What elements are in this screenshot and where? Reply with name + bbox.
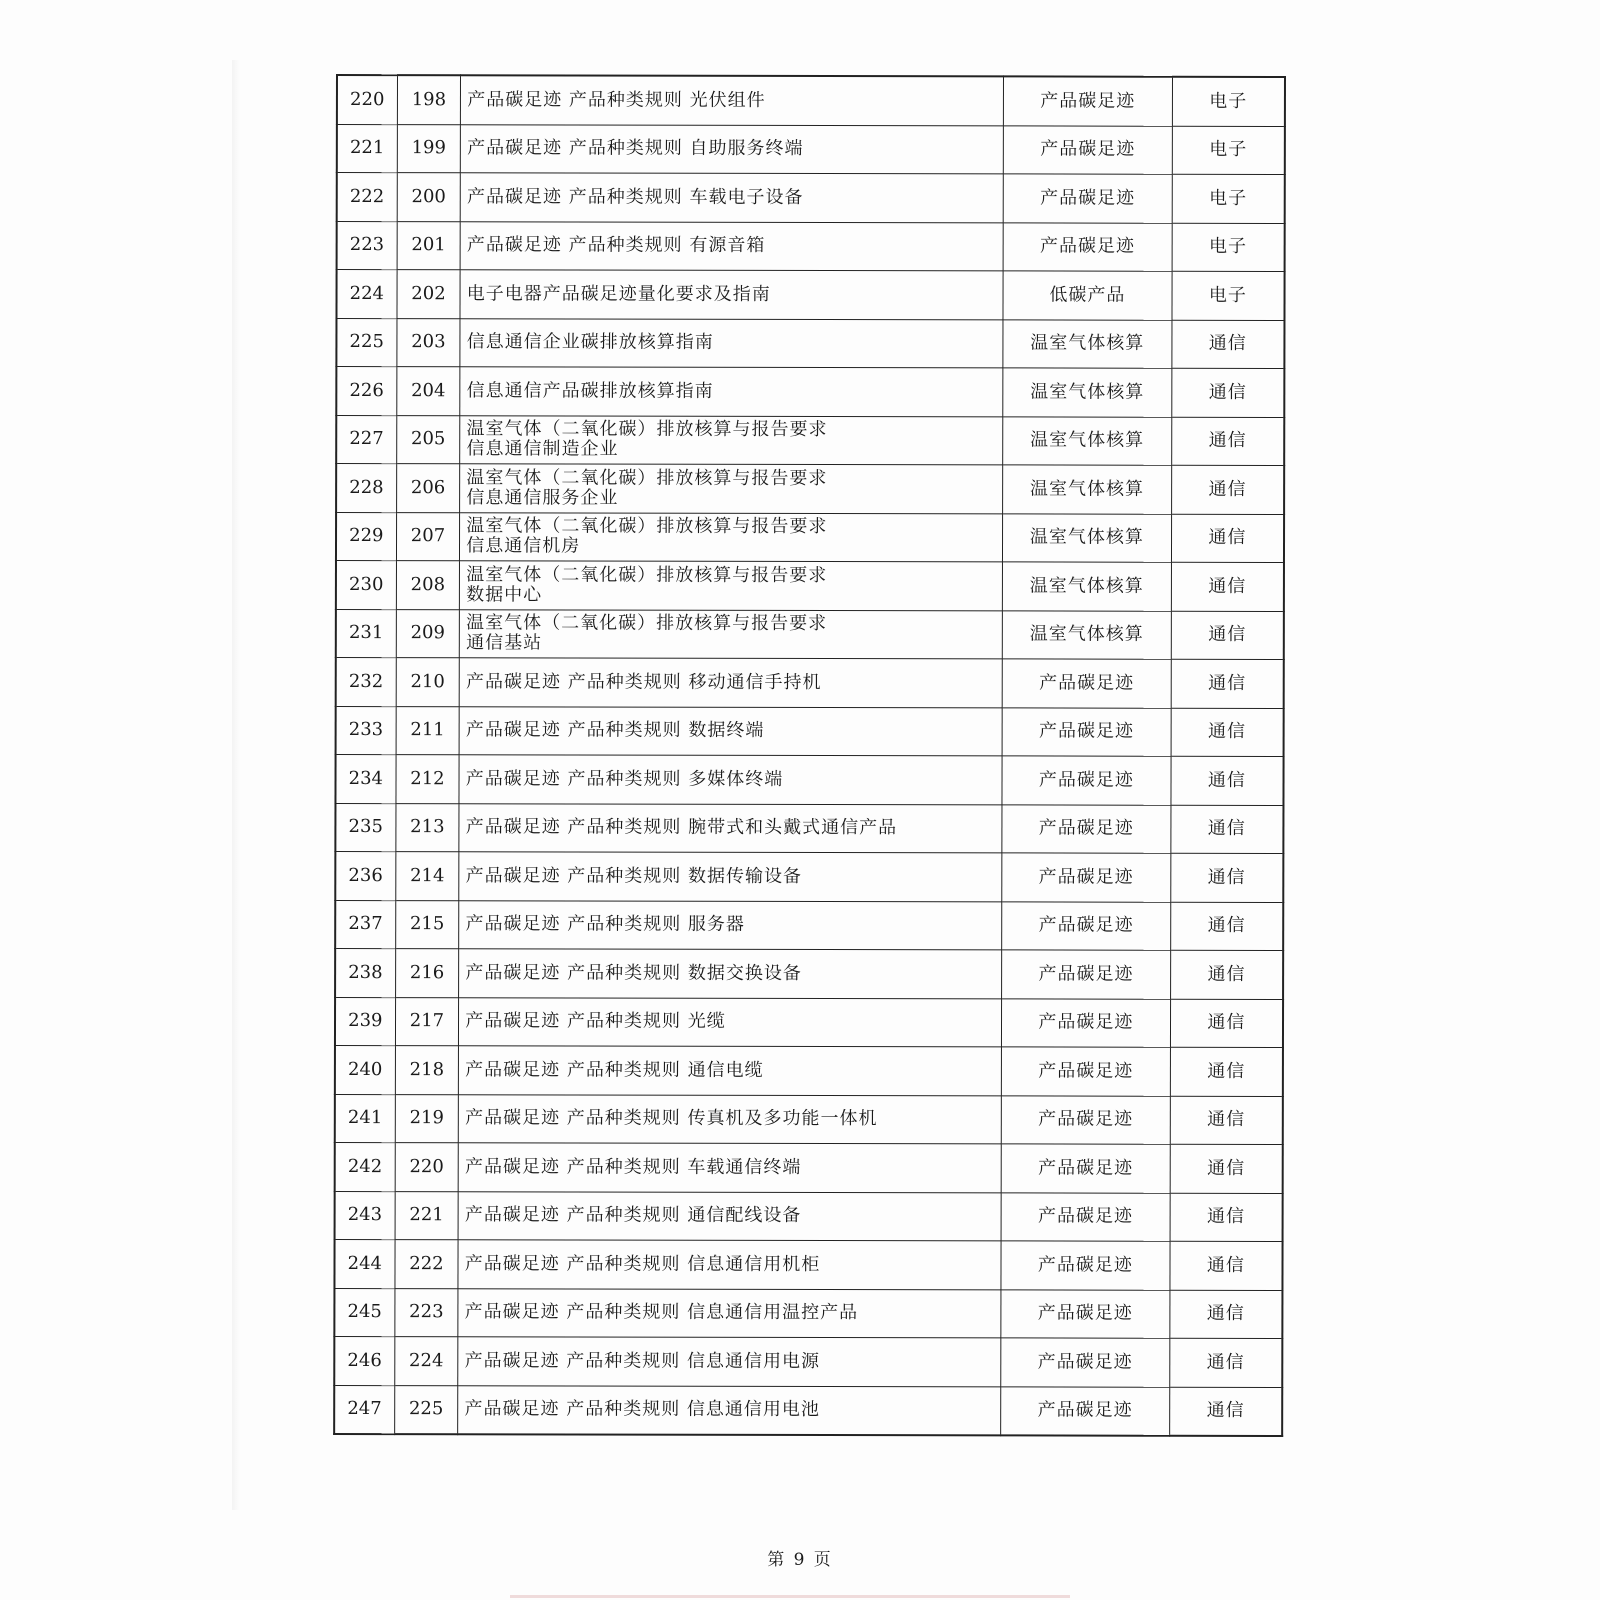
standard-title-cell xyxy=(458,1191,1001,1241)
row-serial-number: 235 xyxy=(335,803,395,852)
table-row xyxy=(335,1046,1283,1096)
row-item-number: 205 xyxy=(396,415,460,464)
industry-field: 通信 xyxy=(1171,417,1284,466)
row-item-number: 216 xyxy=(395,949,459,998)
row-serial-number: 239 xyxy=(335,997,395,1046)
row-serial-number: 230 xyxy=(336,561,396,610)
table-row xyxy=(336,561,1284,611)
standard-category: 产品碳足迹 xyxy=(1001,1047,1170,1096)
industry-field: 通信 xyxy=(1172,320,1285,369)
row-serial-number: 229 xyxy=(336,512,396,561)
industry-field: 通信 xyxy=(1170,999,1283,1048)
table-row xyxy=(335,1142,1283,1192)
industry-field: 电子 xyxy=(1172,126,1285,175)
table-row xyxy=(335,949,1283,999)
industry-field: 通信 xyxy=(1170,1096,1283,1145)
table-row xyxy=(335,997,1283,1047)
standard-title-cell xyxy=(459,803,1002,853)
row-item-number: 209 xyxy=(396,609,460,658)
row-serial-number: 221 xyxy=(337,124,397,173)
row-item-number: 210 xyxy=(396,658,460,707)
standard-title-line-1: 产品碳足迹 产品种类规则 通信配线设备 xyxy=(464,1204,802,1227)
table-row xyxy=(336,512,1284,562)
industry-field: 通信 xyxy=(1169,1387,1282,1436)
row-item-number: 207 xyxy=(396,512,460,561)
row-item-number: 214 xyxy=(395,852,459,901)
standard-category: 温室气体核算 xyxy=(1002,610,1171,659)
row-serial-number: 244 xyxy=(334,1239,394,1288)
standard-title-cell xyxy=(459,755,1002,805)
standard-category: 温室气体核算 xyxy=(1003,319,1172,368)
industry-field: 通信 xyxy=(1171,853,1284,902)
standard-title-line-1: 产品碳足迹 产品种类规则 数据交换设备 xyxy=(465,962,802,984)
row-item-number: 221 xyxy=(395,1191,459,1240)
standard-title-line-1: 产品碳足迹 产品种类规则 信息通信用温控产品 xyxy=(464,1301,859,1324)
industry-field: 通信 xyxy=(1170,950,1283,999)
standard-category: 产品碳足迹 xyxy=(1001,1386,1170,1435)
standard-title-cell xyxy=(460,415,1003,465)
standard-category: 产品碳足迹 xyxy=(1003,174,1172,223)
standard-title-cell xyxy=(460,512,1003,562)
standard-title-line-1: 温室气体（二氧化碳）排放核算与报告要求 xyxy=(466,612,828,635)
industry-field: 通信 xyxy=(1171,465,1284,514)
standard-title-line-1: 产品碳足迹 产品种类规则 通信电缆 xyxy=(465,1059,764,1081)
standard-category: 温室气体核算 xyxy=(1003,368,1172,417)
standard-category: 低碳产品 xyxy=(1003,271,1172,320)
standard-title-cell xyxy=(459,949,1002,999)
standard-title-line-1: 产品碳足迹 产品种类规则 有源音箱 xyxy=(466,234,766,257)
table-row xyxy=(336,609,1284,659)
industry-field: 电子 xyxy=(1172,271,1285,320)
row-serial-number: 241 xyxy=(335,1094,395,1143)
standard-title-line-1: 产品碳足迹 产品种类规则 移动通信手持机 xyxy=(465,671,822,693)
row-item-number: 222 xyxy=(395,1240,459,1289)
row-item-number: 199 xyxy=(397,124,461,173)
row-item-number: 202 xyxy=(397,270,461,319)
row-serial-number: 243 xyxy=(335,1191,395,1240)
row-item-number: 223 xyxy=(394,1288,458,1337)
row-serial-number: 224 xyxy=(336,270,396,319)
row-item-number: 224 xyxy=(394,1337,458,1386)
row-item-number: 201 xyxy=(397,221,461,270)
row-serial-number: 226 xyxy=(336,367,396,416)
industry-field: 通信 xyxy=(1171,805,1284,854)
table-container xyxy=(333,74,1286,1437)
industry-field: 电子 xyxy=(1172,223,1285,272)
standard-title-line-2: 信息通信机房 xyxy=(466,535,581,557)
standard-category: 产品碳足迹 xyxy=(1001,1289,1170,1338)
standard-title-cell xyxy=(458,1385,1001,1435)
row-item-number: 225 xyxy=(394,1385,458,1434)
row-serial-number: 227 xyxy=(336,415,396,464)
standard-title-line-1: 产品碳足迹 产品种类规则 信息通信用机柜 xyxy=(464,1253,821,1275)
standard-title-cell xyxy=(459,1046,1002,1096)
standard-category: 产品碳足迹 xyxy=(1002,901,1171,950)
table-row xyxy=(336,706,1284,756)
standard-category: 产品碳足迹 xyxy=(1002,950,1171,999)
table-row xyxy=(337,173,1285,223)
standard-title-cell xyxy=(459,997,1002,1047)
table-row xyxy=(336,415,1284,465)
row-serial-number: 222 xyxy=(337,173,397,222)
standard-title-line-1: 产品碳足迹 产品种类规则 数据终端 xyxy=(465,719,765,742)
row-serial-number: 238 xyxy=(335,949,395,998)
standard-category: 产品碳足迹 xyxy=(1001,1144,1170,1193)
standard-title-line-2: 通信基站 xyxy=(466,632,543,654)
standard-category: 温室气体核算 xyxy=(1003,465,1172,514)
standard-title-line-1: 产品碳足迹 产品种类规则 光缆 xyxy=(465,1010,726,1033)
standard-title-line-1: 产品碳足迹 产品种类规则 自助服务终端 xyxy=(467,137,804,160)
standard-category: 产品碳足迹 xyxy=(1003,222,1172,271)
industry-field: 通信 xyxy=(1170,1338,1283,1387)
standard-title-cell xyxy=(460,173,1003,223)
standard-title-cell xyxy=(459,1094,1002,1144)
standard-title-line-1: 信息通信产品碳排放核算指南 xyxy=(466,380,714,402)
standard-category: 产品碳足迹 xyxy=(1003,125,1172,174)
row-item-number: 203 xyxy=(397,318,461,367)
row-serial-number: 233 xyxy=(336,706,396,755)
row-item-number: 217 xyxy=(395,997,459,1046)
row-item-number: 212 xyxy=(396,755,460,804)
row-serial-number: 232 xyxy=(336,658,396,707)
row-item-number: 208 xyxy=(396,561,460,610)
table-row xyxy=(336,367,1284,417)
standard-title-cell xyxy=(460,464,1003,514)
table-row xyxy=(336,318,1284,368)
standard-category: 温室气体核算 xyxy=(1002,513,1171,562)
standard-title-line-1: 电子电器产品碳足迹量化要求及指南 xyxy=(466,283,771,305)
standard-category: 产品碳足迹 xyxy=(1002,804,1171,853)
standard-category: 温室气体核算 xyxy=(1003,416,1172,465)
standard-title-line-1: 产品碳足迹 产品种类规则 传真机及多功能一体机 xyxy=(465,1107,878,1130)
table-row xyxy=(335,900,1283,950)
standard-title-line-1: 温室气体（二氧化碳）排放核算与报告要求 xyxy=(466,515,828,538)
standard-title-cell xyxy=(458,1143,1001,1193)
table-row xyxy=(335,1191,1283,1241)
standard-title-line-1: 产品碳足迹 产品种类规则 车载电子设备 xyxy=(467,186,804,208)
table-row xyxy=(336,270,1284,320)
industry-field: 通信 xyxy=(1170,1144,1283,1193)
industry-field: 通信 xyxy=(1170,1193,1283,1242)
industry-field: 通信 xyxy=(1170,1241,1283,1290)
scan-mark xyxy=(510,1595,1070,1598)
row-item-number: 204 xyxy=(396,367,460,416)
standard-title-cell xyxy=(460,270,1003,320)
row-item-number: 206 xyxy=(396,464,460,513)
industry-field: 电子 xyxy=(1172,174,1285,223)
row-serial-number: 231 xyxy=(336,609,396,658)
scan-edge-shadow xyxy=(232,60,240,1510)
row-serial-number: 246 xyxy=(334,1336,394,1385)
standard-category: 产品碳足迹 xyxy=(1001,1338,1170,1387)
standard-category: 产品碳足迹 xyxy=(1002,853,1171,902)
row-serial-number: 234 xyxy=(335,755,395,804)
industry-field: 通信 xyxy=(1171,659,1284,708)
standard-title-line-2: 数据中心 xyxy=(466,584,543,606)
standard-title-cell xyxy=(460,221,1003,271)
row-serial-number: 220 xyxy=(337,75,397,124)
row-item-number: 215 xyxy=(395,900,459,949)
standard-title-cell xyxy=(461,124,1004,174)
row-item-number: 200 xyxy=(397,173,461,222)
row-item-number: 198 xyxy=(397,75,461,124)
standard-category: 产品碳足迹 xyxy=(1001,1095,1170,1144)
standard-title-line-1: 温室气体（二氧化碳）排放核算与报告要求 xyxy=(466,467,828,489)
row-item-number: 220 xyxy=(395,1143,459,1192)
standard-title-cell xyxy=(459,658,1002,708)
standard-title-cell xyxy=(458,1337,1001,1387)
industry-field: 电子 xyxy=(1172,77,1285,126)
table-row xyxy=(337,75,1285,126)
page-number: 第 9 页 xyxy=(767,1550,833,1570)
table-row xyxy=(334,1385,1282,1436)
row-serial-number: 225 xyxy=(336,318,396,367)
standard-title-cell xyxy=(458,1288,1001,1338)
industry-field: 通信 xyxy=(1171,514,1284,563)
standard-title-cell xyxy=(459,852,1002,902)
standard-title-line-2: 信息通信制造企业 xyxy=(466,438,619,460)
industry-field: 通信 xyxy=(1171,611,1284,660)
row-item-number: 213 xyxy=(395,803,459,852)
row-serial-number: 228 xyxy=(336,464,396,513)
standard-title-line-1: 产品碳足迹 产品种类规则 多媒体终端 xyxy=(465,768,784,790)
industry-field: 通信 xyxy=(1171,708,1284,757)
standard-category: 产品碳足迹 xyxy=(1001,1241,1170,1290)
standard-title-cell xyxy=(460,609,1003,659)
row-item-number: 211 xyxy=(396,706,460,755)
table-row xyxy=(335,852,1283,902)
industry-field: 通信 xyxy=(1171,562,1284,611)
table-row xyxy=(336,658,1284,708)
row-serial-number: 242 xyxy=(335,1142,395,1191)
row-serial-number: 240 xyxy=(335,1046,395,1095)
industry-field: 通信 xyxy=(1171,756,1284,805)
table-row xyxy=(334,1336,1282,1386)
industry-field: 通信 xyxy=(1172,368,1285,417)
standard-category: 产品碳足迹 xyxy=(1002,707,1171,756)
standard-title-line-2: 信息通信服务企业 xyxy=(466,487,619,509)
standard-title-cell xyxy=(458,1240,1001,1290)
standard-title-line-1: 产品碳足迹 产品种类规则 信息通信用电源 xyxy=(464,1350,821,1372)
standard-title-line-1: 产品碳足迹 产品种类规则 服务器 xyxy=(465,913,745,936)
row-serial-number: 245 xyxy=(334,1288,394,1337)
row-item-number: 219 xyxy=(395,1094,459,1143)
standard-title-cell xyxy=(459,900,1002,950)
row-serial-number: 237 xyxy=(335,900,395,949)
standard-title-cell xyxy=(460,367,1003,417)
standard-title-line-1: 产品碳足迹 产品种类规则 光伏组件 xyxy=(467,89,766,111)
table-body xyxy=(334,75,1285,1436)
industry-field: 通信 xyxy=(1170,1290,1283,1339)
table-row xyxy=(337,221,1285,271)
row-item-number: 218 xyxy=(395,1046,459,1095)
standard-title-cell xyxy=(461,75,1004,125)
table-row xyxy=(334,1239,1282,1289)
table-row xyxy=(337,124,1285,174)
standard-title-line-1: 产品碳足迹 产品种类规则 数据传输设备 xyxy=(465,865,803,887)
standard-title-cell xyxy=(460,561,1003,611)
standard-category: 产品碳足迹 xyxy=(1002,659,1171,708)
standard-title-line-1: 产品碳足迹 产品种类规则 车载通信终端 xyxy=(464,1156,802,1178)
standard-title-line-1: 信息通信企业碳排放核算指南 xyxy=(466,331,714,354)
standard-title-cell xyxy=(460,318,1003,368)
standard-title-line-1: 温室气体（二氧化碳）排放核算与报告要求 xyxy=(466,418,828,441)
table-row xyxy=(335,803,1283,853)
industry-field: 通信 xyxy=(1170,902,1283,951)
table-row xyxy=(335,1094,1283,1144)
standard-title-cell xyxy=(459,706,1002,756)
standard-title-line-1: 温室气体（二氧化碳）排放核算与报告要求 xyxy=(466,564,828,586)
standard-title-line-1: 产品碳足迹 产品种类规则 信息通信用电池 xyxy=(464,1398,820,1421)
row-serial-number: 236 xyxy=(335,852,395,901)
table-row xyxy=(336,464,1284,514)
industry-field: 通信 xyxy=(1170,1047,1283,1096)
standard-category: 产品碳足迹 xyxy=(1001,998,1170,1047)
standard-category: 产品碳足迹 xyxy=(1001,1192,1170,1241)
standard-category: 产品碳足迹 xyxy=(1003,76,1172,125)
row-serial-number: 247 xyxy=(334,1385,394,1434)
row-serial-number: 223 xyxy=(337,221,397,270)
table-row xyxy=(334,1288,1282,1338)
standard-category: 产品碳足迹 xyxy=(1002,756,1171,805)
standard-category: 温室气体核算 xyxy=(1002,562,1171,611)
standard-title-line-1: 产品碳足迹 产品种类规则 腕带式和头戴式通信产品 xyxy=(465,816,898,839)
table-row xyxy=(335,755,1283,805)
standards-table xyxy=(333,74,1286,1437)
